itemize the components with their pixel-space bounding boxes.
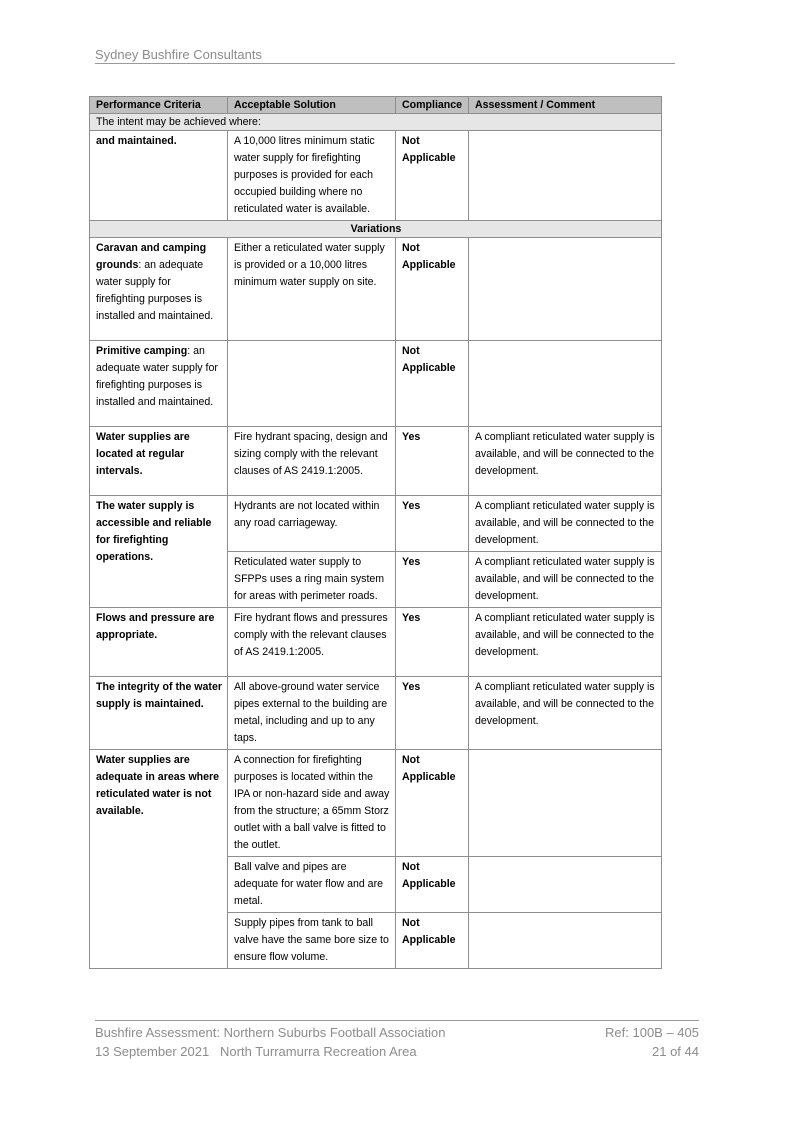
performance-criteria-cell [90, 131, 228, 221]
acceptable-solution-cell: Reticulated water supply to SFPPs uses a ring main system for areas with perimeter roads. [228, 552, 396, 608]
table-row [90, 131, 662, 221]
assessment-comment-cell [469, 750, 662, 857]
acceptable-solution-cell: Fire hydrant flows and pressures comply with the relevant clauses of AS 2419.1:2005. [228, 608, 396, 677]
assessment-comment-cell [469, 857, 662, 913]
performance-criteria-cell [90, 238, 228, 341]
compliance-cell: Yes [396, 427, 469, 496]
acceptable-solution-cell: All above-ground water service pipes external to the building are metal, including and up to any taps. [228, 677, 396, 750]
compliance-cell: Not Applicable [396, 341, 469, 427]
table-header-row [90, 97, 662, 114]
table-row [90, 341, 662, 427]
performance-criteria-cell [90, 341, 228, 427]
compliance-cell: Yes [396, 552, 469, 608]
acceptable-solution-cell: A 10,000 litres minimum static water supply for firefighting purposes is provided for each occupied building where no reticulated water is available. [228, 131, 396, 221]
performance-criteria-table [89, 96, 662, 969]
assessment-comment-cell: A compliant reticulated water supply is available, and will be connected to the development. [469, 677, 662, 750]
assessment-comment-cell [469, 913, 662, 969]
acceptable-solution-cell: Fire hydrant spacing, design and sizing comply with the relevant clauses of AS 2419.1:2005. [228, 427, 396, 496]
performance-criteria-cell: Water supplies are adequate in areas where reticulated water is not available. [90, 750, 228, 969]
intent-row [90, 114, 662, 131]
assessment-comment-cell [469, 341, 662, 427]
performance-criteria-cell: Flows and pressure are appropriate. [90, 608, 228, 677]
criteria-bold-text: and maintained. [96, 135, 177, 147]
criteria-text: : an adequate water supply for firefighting purposes is installed and maintained. [96, 259, 214, 322]
performance-criteria-cell: Water supplies are located at regular intervals. [90, 427, 228, 496]
footer-title: Bushfire Assessment: Northern Suburbs Football Association [95, 1025, 446, 1040]
assessment-comment-cell: A compliant reticulated water supply is available, and will be connected to the development. [469, 552, 662, 608]
acceptable-solution-cell: Hydrants are not located within any road carriageway. [228, 496, 396, 552]
compliance-cell: Yes [396, 608, 469, 677]
assessment-comment-cell: A compliant reticulated water supply is available, and will be connected to the development. [469, 496, 662, 552]
footer-divider [95, 1020, 699, 1021]
intent-text: The intent may be achieved where: [90, 114, 662, 131]
table-row [90, 750, 662, 857]
variations-label: Variations [90, 221, 662, 238]
assessment-comment-cell: A compliant reticulated water supply is available, and will be connected to the development. [469, 427, 662, 496]
column-header: Performance Criteria [90, 97, 228, 114]
table-row [90, 608, 662, 677]
table-row [90, 677, 662, 750]
acceptable-solution-cell: A connection for firefighting purposes is located within the IPA or non-hazard side and away from the structure; a 65mm Storz outlet with a ball valve is fitted to the outlet. [228, 750, 396, 857]
acceptable-solution-cell: Supply pipes from tank to ball valve have the same bore size to ensure flow volume. [228, 913, 396, 969]
assessment-comment-cell [469, 131, 662, 221]
criteria-bold-text: Primitive camping [96, 345, 188, 357]
performance-criteria-cell: The integrity of the water supply is maintained. [90, 677, 228, 750]
compliance-cell: Not Applicable [396, 857, 469, 913]
assessment-comment-cell [469, 238, 662, 341]
table-row [90, 427, 662, 496]
variations-row [90, 221, 662, 238]
compliance-cell: Yes [396, 496, 469, 552]
footer-date-location: 13 September 2021 North Turramurra Recreation Area [95, 1044, 417, 1059]
column-header: Assessment / Comment [469, 97, 662, 114]
table-row [90, 238, 662, 341]
performance-criteria-cell: The water supply is accessible and reliable for firefighting operations. [90, 496, 228, 608]
column-header: Acceptable Solution [228, 97, 396, 114]
criteria-text: : an adequate water supply for firefighting purposes is installed and maintained. [96, 345, 218, 408]
column-header: Compliance [396, 97, 469, 114]
table-row [90, 496, 662, 552]
criteria-bold-text: Caravan and camping grounds [96, 242, 207, 271]
compliance-cell: Not Applicable [396, 238, 469, 341]
compliance-cell: Not Applicable [396, 913, 469, 969]
header-divider [95, 63, 675, 64]
page-header-company: Sydney Bushfire Consultants [95, 47, 262, 62]
acceptable-solution-cell: Ball valve and pipes are adequate for water flow and are metal. [228, 857, 396, 913]
footer-reference: Ref: 100B – 405 [605, 1025, 699, 1040]
assessment-comment-cell: A compliant reticulated water supply is available, and will be connected to the development. [469, 608, 662, 677]
compliance-cell: Not Applicable [396, 131, 469, 221]
compliance-cell: Not Applicable [396, 750, 469, 857]
acceptable-solution-cell [228, 341, 396, 427]
acceptable-solution-cell: Either a reticulated water supply is provided or a 10,000 litres minimum water supply on site. [228, 238, 396, 341]
compliance-cell: Yes [396, 677, 469, 750]
footer-page-number: 21 of 44 [652, 1044, 699, 1059]
